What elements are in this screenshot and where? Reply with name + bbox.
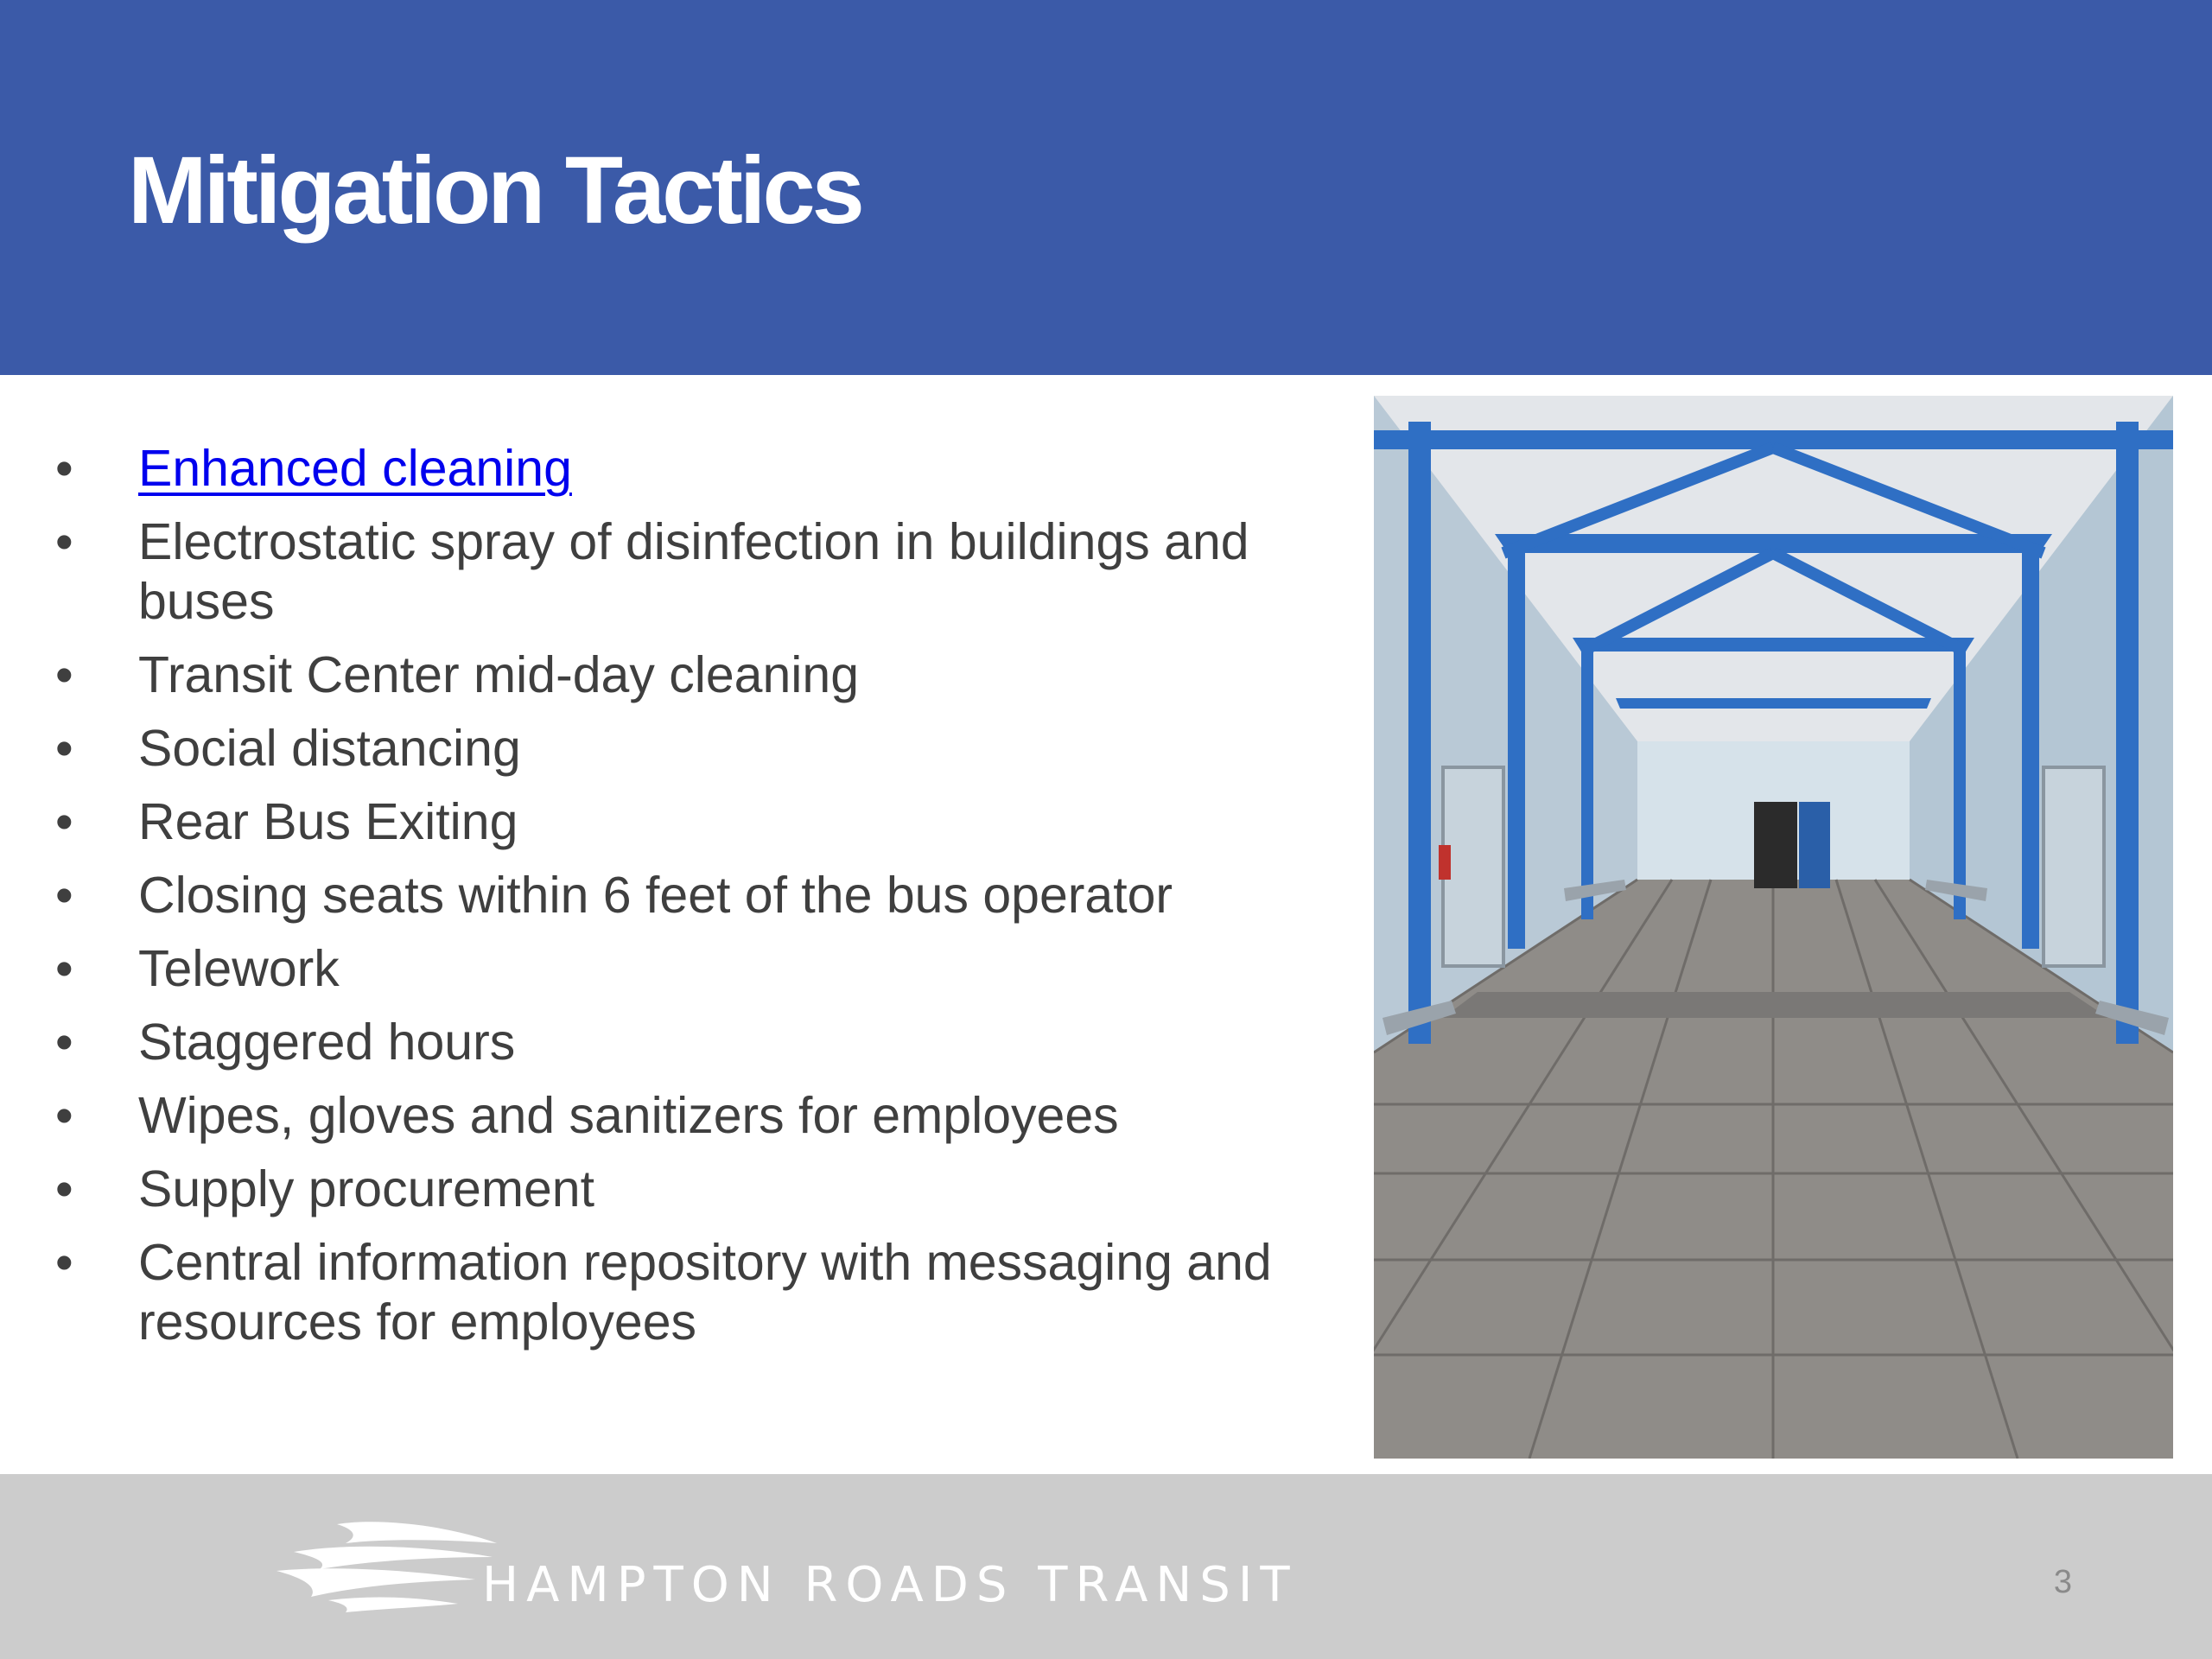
bullet-dot: • [55,513,73,570]
bullet-text: Electrostatic spray of disinfection in buildings and buses [138,513,1249,630]
bullet-dot: • [55,440,73,497]
bullet-dot: • [55,940,73,997]
bullet-text: Staggered hours [138,1014,516,1071]
bullet-dot: • [55,793,73,850]
logo-wordmark: HAMPTON ROADS TRANSIT [482,1557,1298,1613]
slide-footer [0,1474,2212,1659]
bullet-item-social-distancing [52,719,1313,779]
bullet-text: Wipes, gloves and sanitizers for employees [138,1087,1119,1144]
bullet-item-information-repository [52,1233,1313,1352]
swoosh-logo-icon [276,1517,501,1612]
bullet-item-enhanced-cleaning [52,439,1313,499]
enhanced-cleaning-link[interactable]: Enhanced cleaning [138,440,572,497]
bullet-text: Central information repository with messaging and resources for employees [138,1234,1272,1351]
bullet-item-closing-seats [52,866,1313,925]
bullet-text: Social distancing [138,720,521,777]
bullet-item-telework [52,939,1313,999]
bullet-text: Telework [138,940,340,997]
bullet-text: Transit Center mid-day cleaning [138,646,860,703]
bullet-dot: • [55,1234,73,1291]
bullet-dot: • [55,646,73,703]
bullet-dot: • [55,1014,73,1071]
bullet-dot: • [55,1160,73,1217]
bullet-text: Supply procurement [138,1160,595,1217]
bullet-item-transit-center-cleaning [52,645,1313,705]
slide-title: Mitigation Tactics [128,137,861,244]
bullet-text: Rear Bus Exiting [138,793,518,850]
bullet-text: Closing seats within 6 feet of the bus operator [138,867,1173,924]
bullet-item-wipes-gloves [52,1086,1313,1146]
slide-header [0,0,2212,375]
transit-center-illustration [1374,396,2173,1459]
bullet-list [52,439,1313,1366]
bullet-dot: • [55,1087,73,1144]
page-number: 3 [2053,1564,2072,1600]
bullet-item-rear-bus-exiting [52,792,1313,852]
hampton-roads-transit-logo [276,1517,1298,1621]
bullet-item-supply-procurement [52,1160,1313,1219]
transit-center-photo [1374,396,2173,1459]
bullet-dot: • [55,867,73,924]
bullet-dot: • [55,720,73,777]
bullet-item-staggered-hours [52,1013,1313,1072]
bullet-item-electrostatic-spray [52,512,1313,632]
